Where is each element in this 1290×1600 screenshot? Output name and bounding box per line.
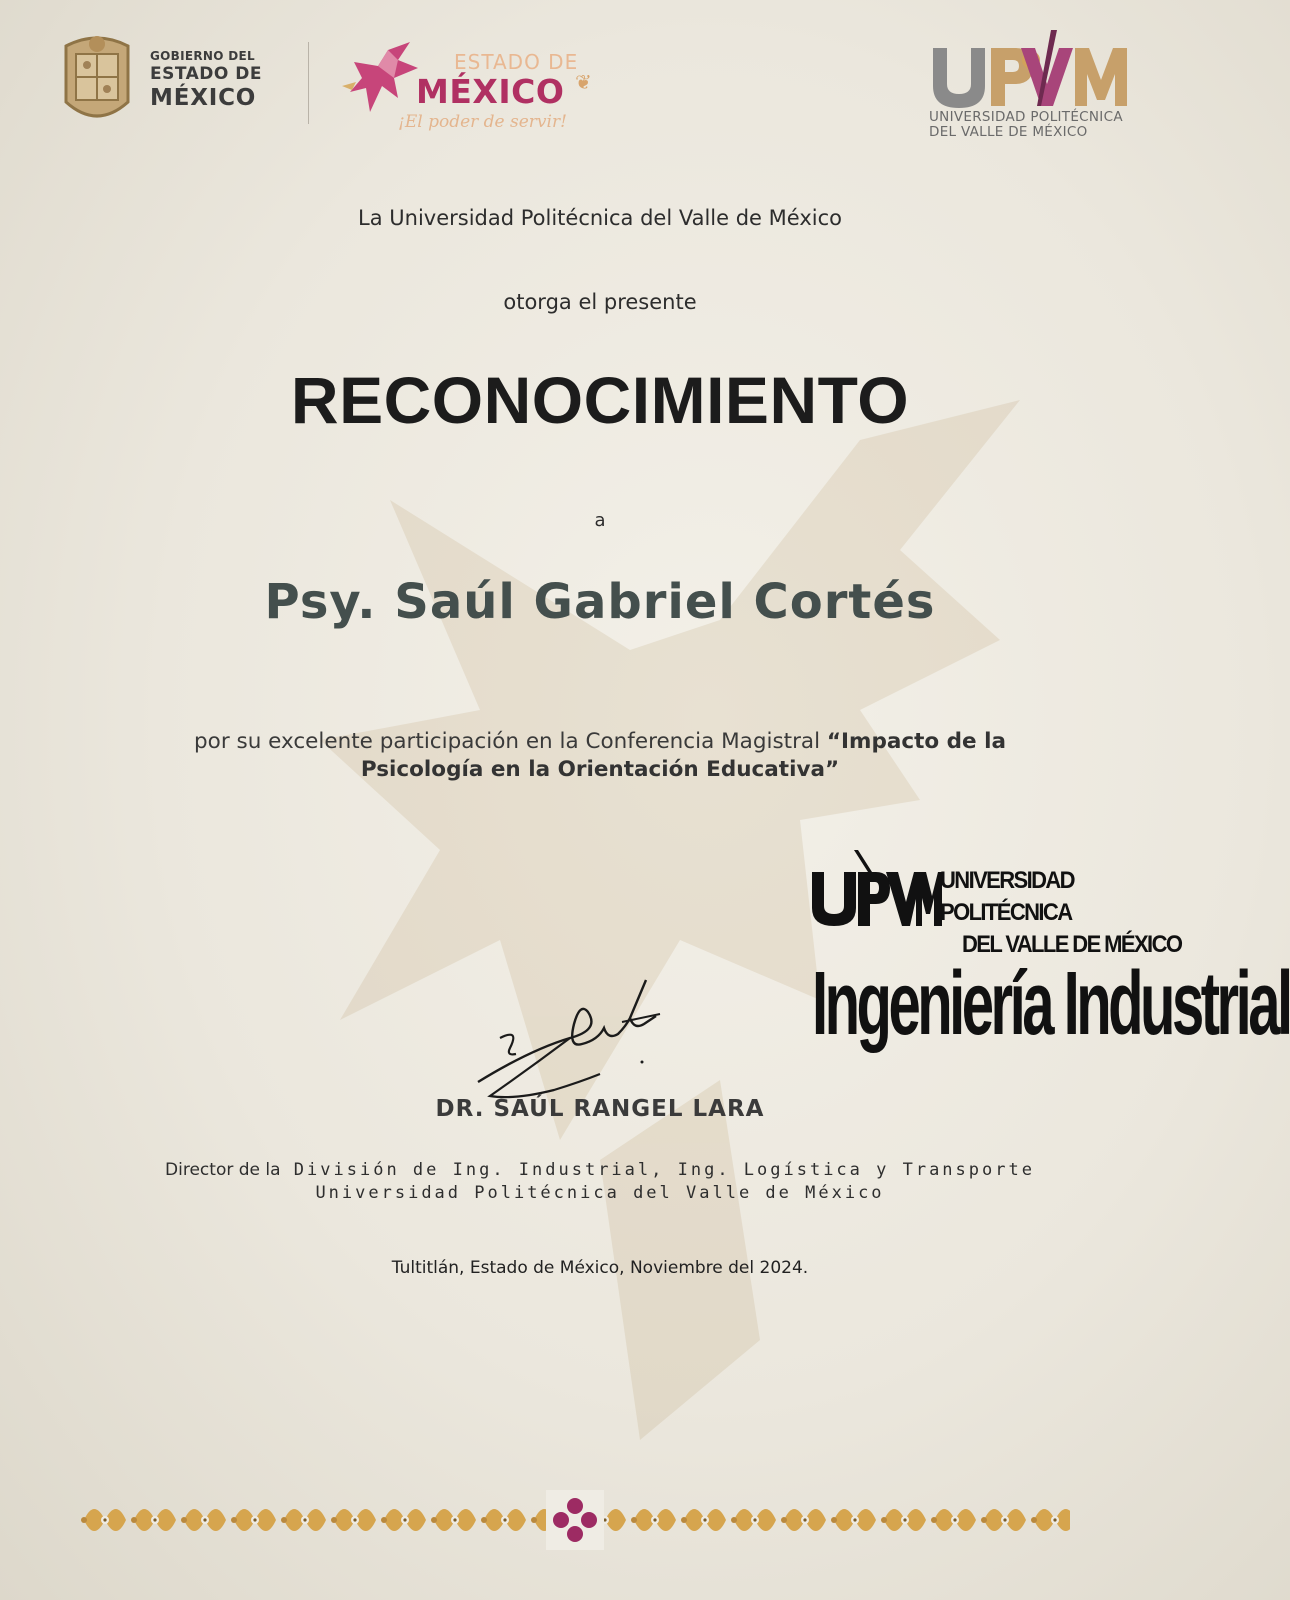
wheat-leaf-icon: ❦: [575, 70, 592, 94]
conference-topic-line2: Psicología en la Orientación Educativa”: [360, 756, 840, 782]
university-logo-line1: UNIVERSIDAD POLITÉCNICA: [929, 109, 1123, 125]
stamp-org-line1: UNIVERSIDAD POLITÉCNICA: [940, 866, 1074, 926]
header-divider: [308, 42, 309, 124]
handwritten-signature: [470, 978, 700, 1113]
signer-title-rest: División de Ing. Industrial, Ing. Logística y Transporte: [293, 1160, 1035, 1180]
stamp-upvm-logo-icon: [812, 850, 942, 930]
stamp-org-line2: DEL VALLE DE MÉXICO: [962, 930, 1182, 958]
state-brand-line1: ESTADO DE: [454, 50, 579, 74]
signer-name: DR. SAÚL RANGEL LARA: [435, 1096, 765, 1122]
gov-logo: [58, 30, 262, 130]
conference-topic-line1: “Impacto de la: [826, 729, 1006, 754]
reason-prefix: por su excelente participación en la Conferencia Magistral: [194, 729, 821, 754]
intro-text: otorga el presente: [503, 290, 697, 314]
to-text: a: [594, 510, 606, 531]
gov-logo-line2: ESTADO DE: [150, 63, 262, 84]
recipient-name: Psy. Saúl Gabriel Cortés: [264, 574, 936, 630]
signer-title-prefix: Director de la: [165, 1160, 281, 1180]
stamp-department: Ingeniería Industrial: [812, 953, 1290, 1055]
signer-title: [0, 1160, 1200, 1180]
upvm-logo-icon: [929, 30, 1129, 110]
issuer-text: La Universidad Politécnica del Valle de México: [358, 206, 842, 230]
gov-logo-line1: GOBIERNO DEL: [150, 49, 255, 64]
decorative-border-icon: [80, 1490, 1070, 1550]
certificate-title: RECONOCIMIENTO: [290, 363, 910, 437]
signer-organization: Universidad Politécnica del Valle de México: [315, 1183, 885, 1203]
place-date: Tultitlán, Estado de México, Noviembre del 2024.: [391, 1258, 809, 1278]
state-brand-logo: [348, 32, 608, 142]
university-logo: [925, 30, 1135, 148]
gov-logo-line3: MÉXICO: [150, 84, 257, 111]
university-logo-line2: DEL VALLE DE MÉXICO: [929, 123, 1088, 140]
department-stamp: [812, 850, 1290, 1080]
coat-of-arms-icon: [58, 32, 136, 128]
state-brand-slogan: ¡El poder de servir!: [398, 112, 567, 132]
reason-text: [0, 728, 1200, 784]
state-brand-line2: MÉXICO: [416, 72, 565, 111]
